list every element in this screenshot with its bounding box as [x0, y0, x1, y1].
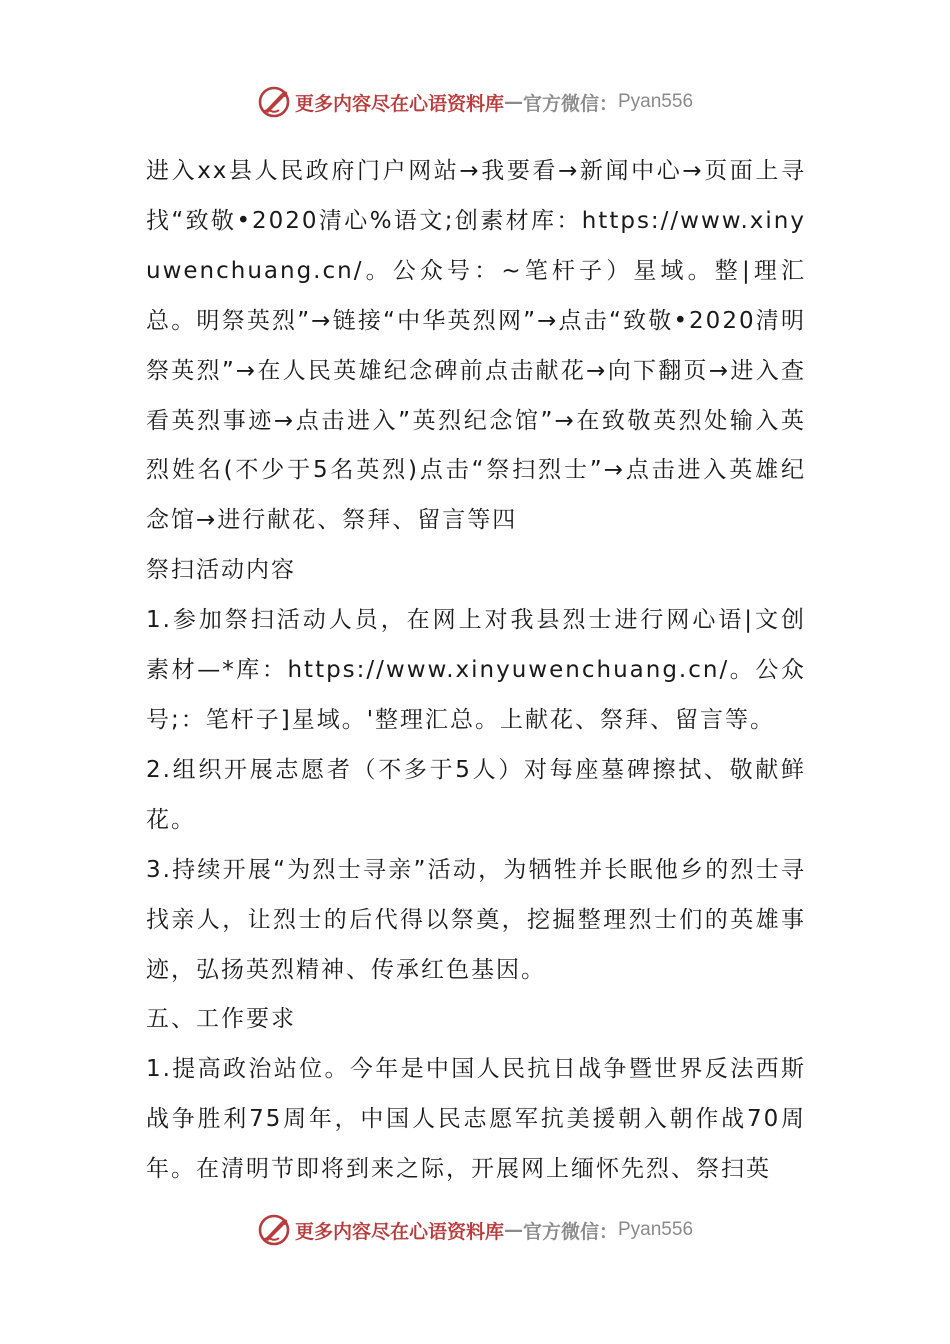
paragraph-heading-activity: 祭扫活动内容: [146, 557, 296, 584]
banner-wechat-label: 官方微信：: [522, 92, 618, 115]
banner-title: 更多内容尽在心语资料库: [294, 1220, 504, 1243]
paragraph-item-1: 1.参加祭扫活动人员，在网上对我县烈士进行网心语|文创素材—*库：https://www.xinyuwenchuang.cn/。公众号;：笔杆子]星域。'整理汇总。上献花、祭拜、留言等。: [146, 607, 806, 733]
banner-account-id: Pyan556: [618, 1219, 694, 1240]
paragraph-instructions: 进入xx县人民政府门户网站→我要看→新闻中心→页面上寻找“致敬•2020清心%语文;创素材库：https://www.xinyuwenchuang.cn/。公众号：~笔杆子）星域。整|理汇总。明祭英烈”→链接“中华英烈网”→点击“致敬•2020清明祭英烈”→在人民英雄纪念碑前点击献花→向下翻页→进入查看英烈事迹→点击进入”英烈纪念馆”→在致敬英烈处输入英烈姓名(不少于5名英烈)点击“祭扫烈士”→点击进入英雄纪念馆→进行献花、祭拜、留言等四: [146, 158, 806, 534]
banner-account-id: Pyan556: [618, 91, 694, 112]
section-heading-requirements: 五、工作要求: [146, 1006, 296, 1033]
document-body: [146, 147, 806, 1195]
banner-dash: —: [503, 1219, 523, 1241]
footer-banner: [0, 1208, 950, 1252]
paragraph-requirement-1: 1.提高政治站位。今年是中国人民抗日战争暨世界反法西斯战争胜利75周年，中国人民志愿军抗美援朝入朝作战70周年。在清明节即将到来之际，开展网上缅怀先烈、祭扫英: [146, 1056, 806, 1183]
header-banner: [0, 80, 950, 124]
quill-logo-icon: [257, 85, 291, 119]
banner-wechat-label: 官方微信：: [522, 1220, 618, 1243]
paragraph-item-3: 3.持续开展“为烈士寻亲”活动，为牺牲并长眠他乡的烈士寻找亲人，让烈士的后代得以祭奠，挖掘整理烈士们的英雄事迹，弘扬英烈精神、传承红色基因。: [146, 856, 806, 983]
paragraph-item-2: 2.组织开展志愿者（不多于5人）对每座墓碑擦拭、敬献鲜花。: [146, 756, 806, 833]
quill-logo-icon: [257, 1213, 291, 1247]
banner-dash: —: [503, 91, 523, 113]
banner-title: 更多内容尽在心语资料库: [294, 92, 504, 115]
